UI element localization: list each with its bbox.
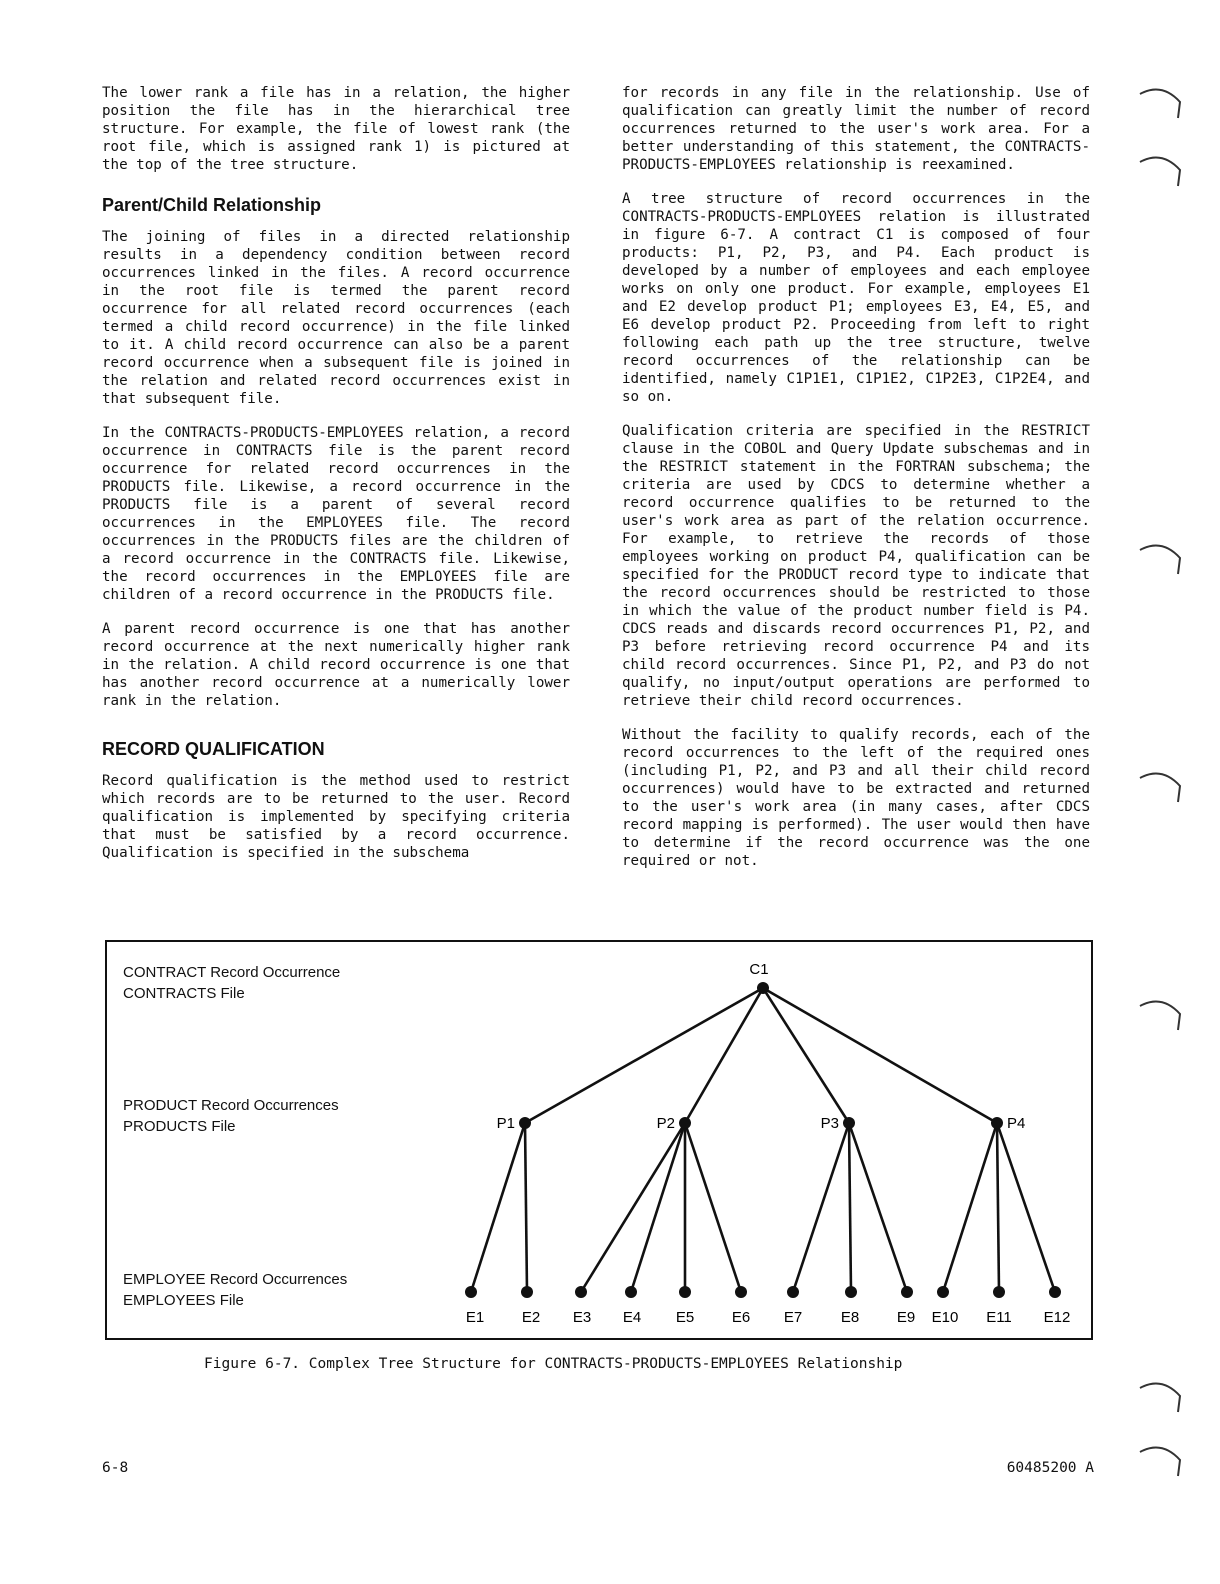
edge-product-employee [581,1123,685,1292]
intro-paragraph: The lower rank a file has in a relation, the higher position the file has in the hierarchical tree structure. For example, the file of lowest rank (the root file, which is assigned rank 1) is pictured at the top of the tree structure. [102,85,570,173]
node-e2 [521,1286,533,1298]
edge-contract-product [763,988,849,1123]
node-e12 [1049,1286,1061,1298]
node-label-e5: E5 [675,1309,695,1326]
node-p3 [843,1117,855,1129]
record-qualification-paragraph: Record qualification is the method used to restrict which records are to be returned to the user. Record qualification is implemented by specifying criteria that must be satisfied by a record occurrence. Qualification is specified in the subschema [102,773,570,861]
edge-contract-product [685,988,763,1123]
right-paragraph-4: Without the facility to qualify records, each of the record occurrences to the left of the required ones (including P1, P2, and P3 and all their child record occurrences) would have to be extracted and returned to the user's work area (in many cases, after CDCS record mapping is performed). The user would then have to determine if the record occurrence was the one required or not. [622,727,1090,869]
edge-contract-product [525,988,763,1123]
parent-child-paragraph-3: A parent record occurrence is one that has another record occurrence at the next numerically higher rank in the relation. A child record occurrence is one that has another record occurrence at a numerically lower rank in the relation. [102,621,570,709]
tree-diagram [107,942,1091,1338]
node-label-e1: E1 [465,1309,485,1326]
node-label-e10: E10 [931,1309,959,1326]
node-label-e9: E9 [896,1309,916,1326]
node-label-e12: E12 [1043,1309,1071,1326]
binder-ring-mark [1138,992,1184,1032]
document-number: 60485200 A [1006,1460,1094,1476]
parent-child-paragraph-2: In the CONTRACTS-PRODUCTS-EMPLOYEES relation, a record occurrence in CONTRACTS file is the parent record occurrence for related record occurrences in the PRODUCTS file. Likewise, a record occurrence in the PRODUCTS file is a parent of several record occurrences in the EMPLOYEES file. The record occurrences in the PRODUCTS files are the children of a record occurrence in the CONTRACTS file. Likewise, the record occurrences in the EMPLOYEES file are children of a record occurrence in the PRODUCTS file. [102,425,570,603]
node-e3 [575,1286,587,1298]
node-e6 [735,1286,747,1298]
node-e1 [465,1286,477,1298]
edge-product-employee [849,1123,907,1292]
node-label-e8: E8 [840,1309,860,1326]
edge-product-employee [997,1123,1055,1292]
node-label-e3: E3 [572,1309,592,1326]
record-qualification-heading: RECORD QUALIFICATION [102,739,325,759]
node-e4 [625,1286,637,1298]
node-label-p4: P4 [1007,1115,1026,1132]
contract-record-label: CONTRACT Record Occurrence [123,964,341,981]
binder-ring-mark [1138,536,1184,576]
node-e11 [993,1286,1005,1298]
node-p2 [679,1117,691,1129]
node-label-p3: P3 [820,1115,839,1132]
node-p4 [991,1117,1003,1129]
node-label-c1: C1 [749,961,769,978]
employees-file-label: EMPLOYEES File [123,1292,244,1309]
node-label-p1: P1 [496,1115,515,1132]
node-e9 [901,1286,913,1298]
node-e7 [787,1286,799,1298]
node-p1 [519,1117,531,1129]
product-record-label: PRODUCT Record Occurrences [123,1097,339,1114]
parent-child-heading: Parent/Child Relationship [102,195,322,215]
right-column [622,84,1090,886]
binder-ring-mark [1138,1438,1184,1478]
right-paragraph-2: A tree structure of record occurrences in the CONTRACTS-PRODUCTS-EMPLOYEES relation is illustrated in figure 6-7. A contract C1 is composed of four products: P1, P2, P3, and P4. Each product is developed by a number of employees and each employee works on only one product. For example, employees E1 and E2 develop product P1; employees E3, E4, E5, and E6 develop product P2. Proceeding from left to right following each path up the tree structure, twelve record occurrences of the relationship can be identified, namely C1P1E1, C1P1E2, C1P2E3, C1P2E4, and so on. [622,191,1090,405]
node-label-e11: E11 [986,1309,1012,1326]
node-label-e6: E6 [731,1309,751,1326]
binder-ring-mark [1138,80,1184,120]
node-label-e2: E2 [521,1309,541,1326]
figure-caption: Figure 6-7. Complex Tree Structure for CONTRACTS-PRODUCTS-EMPLOYEES Relationship [204,1356,903,1372]
edge-product-employee [471,1123,525,1292]
page-number: 6-8 [102,1460,129,1476]
contracts-file-label: CONTRACTS File [123,985,245,1002]
products-file-label: PRODUCTS File [123,1118,236,1135]
employee-record-label: EMPLOYEE Record Occurrences [123,1271,348,1288]
edge-product-employee [849,1123,851,1292]
edge-product-employee [943,1123,997,1292]
edge-product-employee [997,1123,999,1292]
binder-ring-mark [1138,764,1184,804]
node-label-p2: P2 [656,1115,675,1132]
node-e10 [937,1286,949,1298]
edge-product-employee [525,1123,527,1292]
edge-product-employee [793,1123,849,1292]
parent-child-paragraph-1: The joining of files in a directed relationship results in a dependency condition between record occurrences linked in the files. A record occurrence in the root file is termed the parent record occurrence for all related record occurrences (each termed a child record occurrence) in the file linked to it. A child record occurrence can also be a parent record occurrence when a subsequent file is joined in the relation and related record occurrences exist in that subsequent file. [102,229,570,407]
node-e8 [845,1286,857,1298]
node-label-e4: E4 [622,1309,642,1326]
left-column [102,84,570,878]
right-paragraph-3: Qualification criteria are specified in the RESTRICT clause in the COBOL and Query Update subschemas and in the RESTRICT statement in the FORTRAN subschema; the criteria are used by CDCS to determine whether a record occurrence qualifies to be returned to the user's work area as part of the relation occurrence. For example, to retrieve the records of those employees working on product P4, qualification can be specified for the PRODUCT record type to indicate that the record occurrences should be restricted to those in which the value of the product number field is P4. CDCS reads and discards record occurrences P1, P2, and P3 before retrieving record occurrence P4 and its child record occurrences. Since P1, P2, and P3 do not qualify, no input/output operations are performed to retrieve their child record occurrences. [622,423,1090,709]
edge-product-employee [685,1123,741,1292]
edge-contract-product [763,988,997,1123]
binder-ring-mark [1138,148,1184,188]
node-label-e7: E7 [783,1309,803,1326]
figure-6-7 [105,940,1093,1340]
binder-ring-mark [1138,1374,1184,1414]
node-c1 [757,982,769,994]
right-paragraph-1: for records in any file in the relationship. Use of qualification can greatly limit the number of record occurrences returned to the user's work area. For a better understanding of this statement, the CONTRACTS-PRODUCTS-EMPLOYEES relationship is reexamined. [622,85,1090,173]
edge-product-employee [631,1123,685,1292]
node-e5 [679,1286,691,1298]
